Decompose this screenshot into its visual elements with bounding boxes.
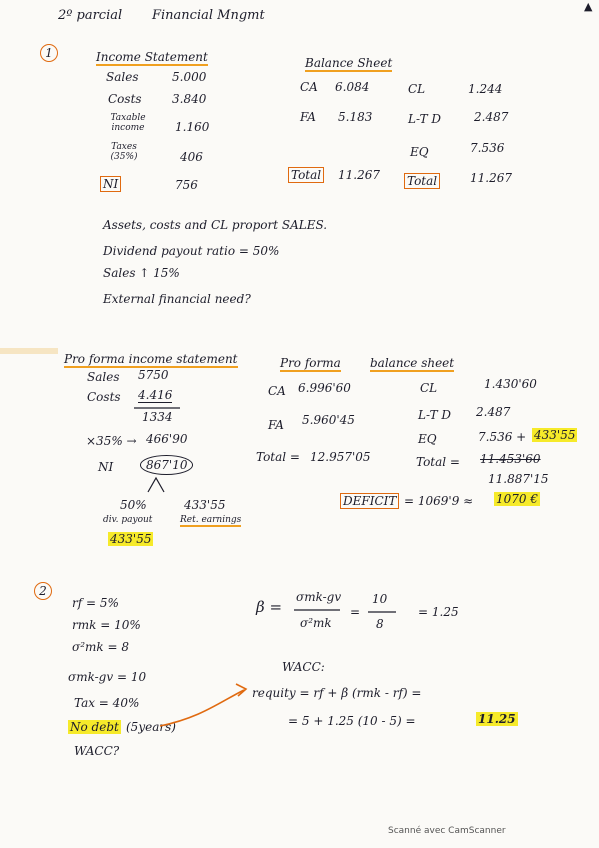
pf-ca-value: 6.996'60 <box>298 381 351 395</box>
pf-cl-label: CL <box>420 381 438 395</box>
pf-div-label: div. payout <box>103 515 153 525</box>
q2-no-debt: No debt <box>70 720 119 734</box>
beta-result: = 1.25 <box>418 605 459 619</box>
balance-sheet-title: Balance Sheet <box>305 56 393 70</box>
is-taxes-label: Taxes (35%) <box>110 142 138 162</box>
pf-sales-value: 5750 <box>138 368 169 382</box>
pf-total-left-value: 12.957'05 <box>310 450 371 464</box>
bs-cl-label: CL <box>408 82 426 96</box>
pf-is-title: Pro forma income statement <box>64 352 238 366</box>
is-costs-value: 3.840 <box>172 92 207 106</box>
note-payout: Dividend payout ratio = 50% <box>103 244 280 258</box>
bs-ltd-value: 2.487 <box>474 110 509 124</box>
ni-split-caret <box>148 478 164 492</box>
is-taxable-value: 1.160 <box>175 120 210 134</box>
pf-ebt-value: 1334 <box>142 410 173 424</box>
q2-var-mk: σ²mk = 8 <box>72 640 129 654</box>
bs-total-right-label: Total <box>404 173 440 189</box>
is-costs-label: Costs <box>108 92 142 106</box>
q2-cov: σmk-gv = 10 <box>68 670 147 684</box>
is-ni-value: 756 <box>175 178 198 192</box>
required-equity-calc: = 5 + 1.25 (10 - 5) = <box>288 714 416 728</box>
pf-ret-value: 433'55 <box>184 498 226 512</box>
beta-denominator: σ²mk <box>300 616 332 630</box>
pf-bs-title-b: balance sheet <box>370 356 455 370</box>
pf-ni-value: 867'10 <box>140 455 193 475</box>
q2-question: WACC? <box>74 744 120 758</box>
orange-arrow <box>160 690 244 726</box>
note-sales-growth: Sales ↑ 15% <box>103 266 180 280</box>
course-title: Financial Mngmt <box>152 8 265 23</box>
q2-rf: rf = 5% <box>72 596 119 610</box>
pf-sales-label: Sales <box>87 370 120 384</box>
pf-total-struck: 11.453'60 <box>480 452 541 466</box>
pf-eq-add: 433'55 <box>534 428 576 442</box>
note-proportional: Assets, costs and CL proport SALES. <box>103 218 328 232</box>
bs-total-left-label: Total <box>288 167 324 183</box>
bs-eq-value: 7.536 <box>470 141 505 155</box>
exam-label: 2º parcial <box>58 8 123 23</box>
bs-total-left-value: 11.267 <box>338 168 380 182</box>
is-sales-value: 5.000 <box>172 70 207 84</box>
pf-total-right-label: Total = <box>416 455 460 469</box>
note-efn: External financial need? <box>103 292 251 306</box>
bs-total-right-value: 11.267 <box>470 171 512 185</box>
pf-ni-label: NI <box>98 460 114 474</box>
pf-div-value: 433'55 <box>110 532 152 546</box>
pf-total-left-label: Total = <box>256 450 300 464</box>
deficit-rounded: 1070 € <box>496 492 538 506</box>
beta-lhs: β = <box>256 598 283 616</box>
question-1-number: 1 <box>40 44 58 62</box>
wacc-label: WACC: <box>282 660 325 674</box>
pf-eq-label: EQ <box>418 432 437 446</box>
q2-rmk: rmk = 10% <box>72 618 141 632</box>
camscanner-watermark: Scanné avec CamScanner <box>388 826 506 836</box>
pf-total-right-value: 11.887'15 <box>488 472 549 486</box>
bs-ltd-label: L-T D <box>408 112 442 126</box>
is-sales-label: Sales <box>106 70 139 84</box>
pf-ltd-label: L-T D <box>418 408 452 422</box>
q2-tax: Tax = 40% <box>74 696 140 710</box>
pf-fa-value: 5.960'45 <box>302 413 355 427</box>
pf-costs-value: 4.416 <box>138 388 173 402</box>
q2-years: (5years) <box>126 720 176 734</box>
deficit-label: DEFICIT <box>340 493 399 509</box>
bs-cl-value: 1.244 <box>468 82 503 96</box>
pf-tax-value: 466'90 <box>146 432 188 446</box>
bs-fa-value: 5.183 <box>338 110 373 124</box>
beta-numerator-value: 10 <box>372 592 388 606</box>
pf-ltd-value: 2.487 <box>476 405 511 419</box>
pf-fa-label: FA <box>268 418 284 432</box>
is-taxes-value: 406 <box>180 150 203 164</box>
beta-equals: = <box>350 605 361 619</box>
pf-bs-title-a: Pro forma <box>280 356 341 370</box>
bs-eq-label: EQ <box>410 145 429 159</box>
pf-cl-value: 1.430'60 <box>484 377 537 391</box>
bs-fa-label: FA <box>300 110 316 124</box>
required-equity-result: 11.25 <box>478 712 516 726</box>
pf-eq-value: 7.536 + <box>478 430 527 444</box>
is-taxable-label: Taxable income <box>110 113 146 133</box>
is-ni-label: NI <box>100 176 121 192</box>
pf-tax-label: ×35% → <box>86 434 137 448</box>
income-statement-title: Income Statement <box>96 50 208 64</box>
bs-ca-value: 6.084 <box>335 80 370 94</box>
required-equity-formula: requity = rf + β (rmk - rf) = <box>252 686 422 700</box>
beta-numerator: σmk-gv <box>296 590 342 604</box>
corner-mark-icon: ▲ <box>584 0 593 13</box>
beta-denominator-value: 8 <box>376 617 384 631</box>
bs-ca-label: CA <box>300 80 318 94</box>
pf-ret-label: Ret. earnings <box>180 515 242 525</box>
question-2-number: 2 <box>34 582 52 600</box>
pf-ca-label: CA <box>268 384 286 398</box>
pf-div-pct: 50% <box>120 498 147 512</box>
pf-costs-label: Costs <box>87 390 121 404</box>
deficit-value: = 1069'9 ≈ <box>404 494 474 508</box>
